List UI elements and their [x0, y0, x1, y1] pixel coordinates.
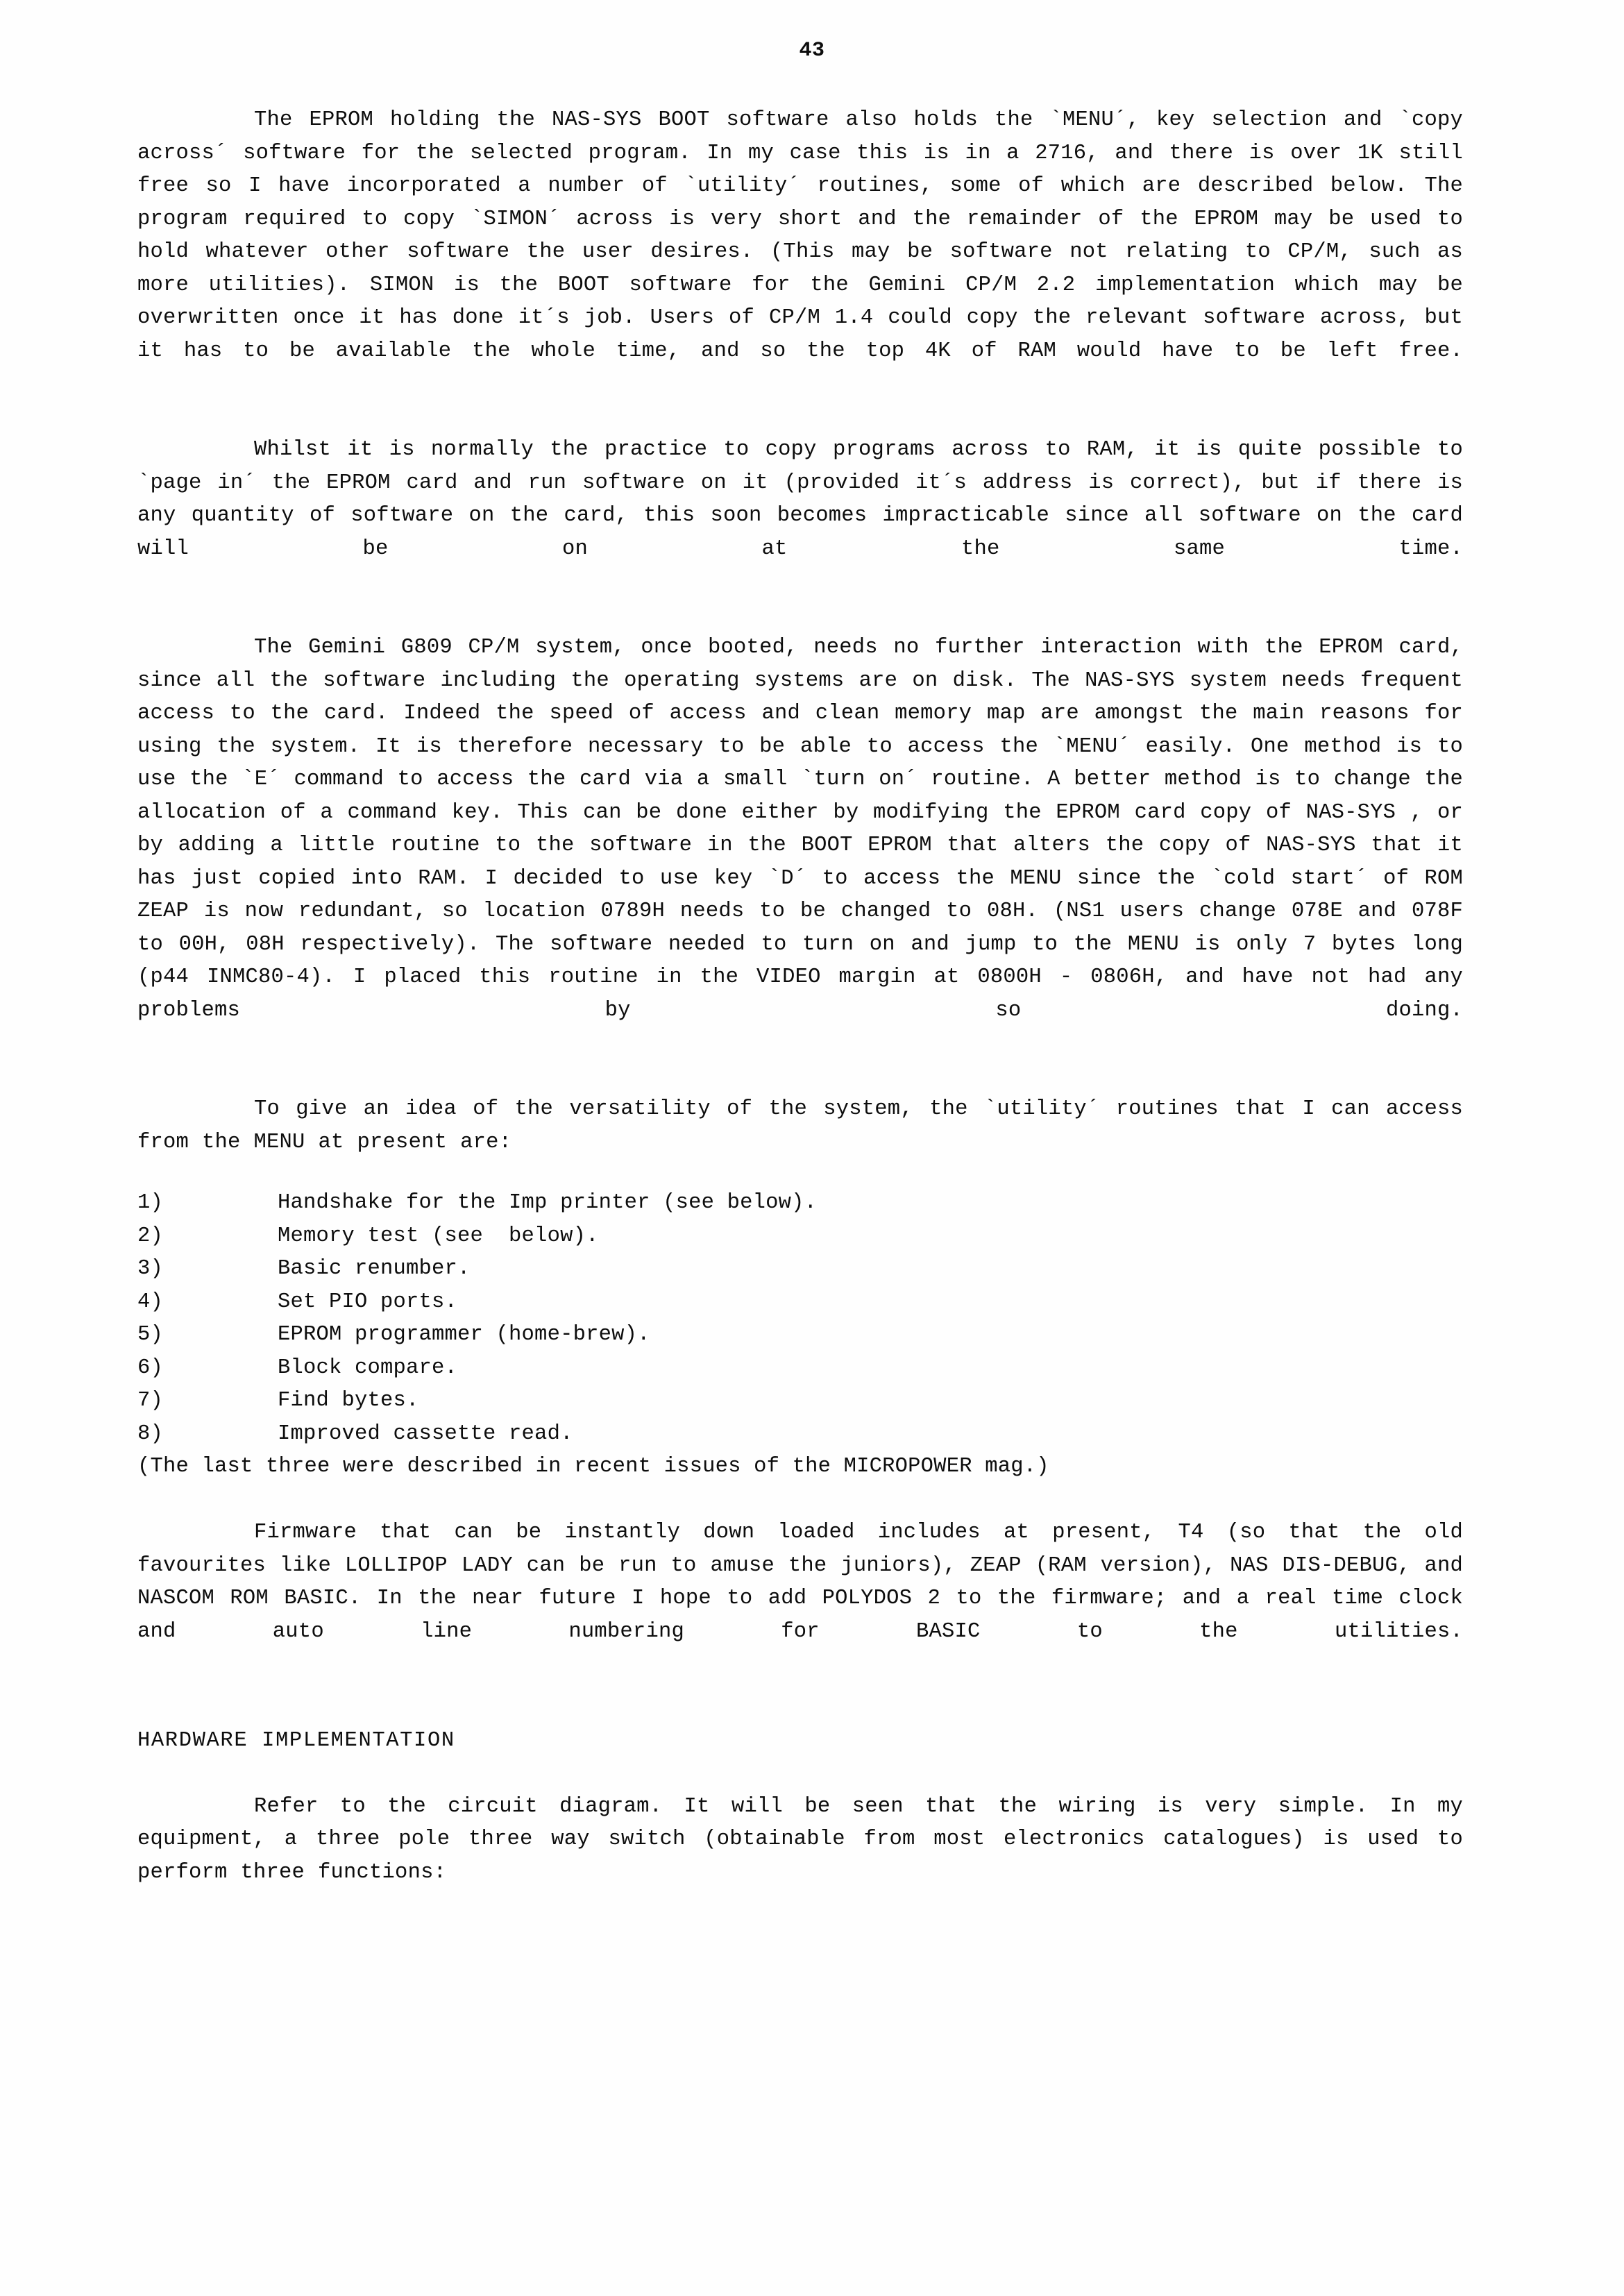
list-item-label: Block compare.	[278, 1356, 458, 1380]
paragraph-firmware-down-loaded: Firmware that can be instantly down loaded includes at present, T4 (so that the old favourites like LOLLIPOP LADY can be run to amuse the juniors), ZEAP (RAM version), NAS DIS-DEBUG, and NASCOM ROM BASIC. In the near future I hope to add POLYDOS 2 to the firmware; and a real time clock and auto line numbering for BASIC to the utilities.	[137, 1521, 1463, 1644]
list-item	[137, 1187, 1463, 1220]
list-item-number: 7)	[137, 1389, 164, 1412]
paragraph-copy-programs-to-ram: Whilst it is normally the practice to copy programs across to RAM, it is quite possible to `page in´ the EPROM card and run software on it (provided it´s address is correct), but if there is any quantity of software on the card, this soon becomes impracticable since all software on the card will be on at the same time.	[137, 438, 1463, 561]
heading-spacer	[137, 1682, 1463, 1725]
paragraph-eprom-boot-software: The EPROM holding the NAS-SYS BOOT software also holds the `MENU´, key selection and `copy across´ software for the selected program. In my case this is in a 2716, and there is over 1K still free so I have incorporated a number of `utility´ routines, some of which are described below. The program required to copy `SIMON´ across is very short and the remainder of the EPROM may be used to hold whatever other software the user desires. (This may be software not relating to CP/M, such as more utilities). SIMON is the BOOT software for the Gemini CP/M 2.2 implementation which may be overwritten once it has done it´s job. Users of CP/M 1.4 could copy the relevant software across, but it has to be available the whole time, and so the top 4K of RAM would have to be left free.	[137, 108, 1463, 363]
list-item	[137, 1253, 1463, 1286]
utility-routines-list	[137, 1187, 1463, 1451]
list-item-number: 1)	[137, 1191, 164, 1215]
list-item-number: 8)	[137, 1421, 164, 1446]
list-item-number: 4)	[137, 1290, 164, 1314]
paragraph-gemini-g809-system: The Gemini G809 CP/M system, once booted, needs no further interaction with the EPROM card, since all the software including the operating systems are on disk. The NAS-SYS system needs frequent access to the card. Indeed the speed of access and clean memory map are amongst the main reasons for using the system. It is therefore necessary to be able to access the `MENU´ easily. One method is to use the `E´ command to access the card via a small `turn on´ routine. A better method is to change the allocation of a command key. This can be done either by modifying the EPROM card copy of NAS-SYS , or by adding a little routine to the software in the BOOT EPROM that alters the copy of NAS-SYS that it has just copied into RAM. I decided to use key `D´ to access the MENU since the `cold start´ of ROM ZEAP is now redundant, so location 0789H needs to be changed to 08H. (NS1 users change 078E and 078F to 00H, 08H respectively). The software needed to turn on and jump to the MENU is only 7 bytes long (p44 INMC80-4). I placed this routine in the VIDEO margin at 0800H - 0806H, and have not had any problems by so doing.	[137, 636, 1463, 1022]
list-item	[137, 1286, 1463, 1319]
list-item-label: Find bytes.	[278, 1389, 419, 1412]
list-item-label: Memory test (see below).	[278, 1224, 599, 1248]
section-heading-hardware-implementation: HARDWARE IMPLEMENTATION	[137, 1728, 455, 1753]
list-item	[137, 1319, 1463, 1352]
list-item	[137, 1352, 1463, 1385]
list-item	[137, 1220, 1463, 1253]
list-item-number: 6)	[137, 1356, 164, 1380]
list-item-label: Set PIO ports.	[278, 1290, 458, 1314]
body-column	[137, 104, 1463, 1889]
list-spacer	[137, 1159, 1463, 1187]
paragraph-spacer	[137, 401, 1463, 434]
list-item-label: Basic renumber.	[278, 1257, 471, 1281]
list-item-label: Improved cassette read.	[278, 1421, 573, 1446]
list-item-number: 3)	[137, 1257, 164, 1281]
paragraph-spacer	[137, 1757, 1463, 1791]
paragraph-spacer	[137, 599, 1463, 632]
list-item	[137, 1418, 1463, 1451]
list-item	[137, 1385, 1463, 1418]
list-item-number: 5)	[137, 1323, 164, 1347]
list-item-number: 2)	[137, 1224, 164, 1248]
page-number: 43	[799, 39, 825, 62]
paragraph-spacer	[137, 1484, 1463, 1517]
paragraph-circuit-diagram: Refer to the circuit diagram. It will be seen that the wiring is very simple. In my equipment, a three pole three way switch (obtainable from most electronics catalogues) is used to perform three functions:	[137, 1794, 1463, 1884]
paragraph-versatility-intro: To give an idea of the versatility of the system, the `utility´ routines that I can access from the MENU at present are:	[137, 1097, 1463, 1154]
list-item-label: Handshake for the Imp printer (see below).	[278, 1191, 818, 1215]
list-item-label: EPROM programmer (home-brew).	[278, 1323, 650, 1347]
paragraph-spacer	[137, 1061, 1463, 1094]
utility-list-note: (The last three were described in recent issues of the MICROPOWER mag.)	[137, 1455, 1049, 1478]
